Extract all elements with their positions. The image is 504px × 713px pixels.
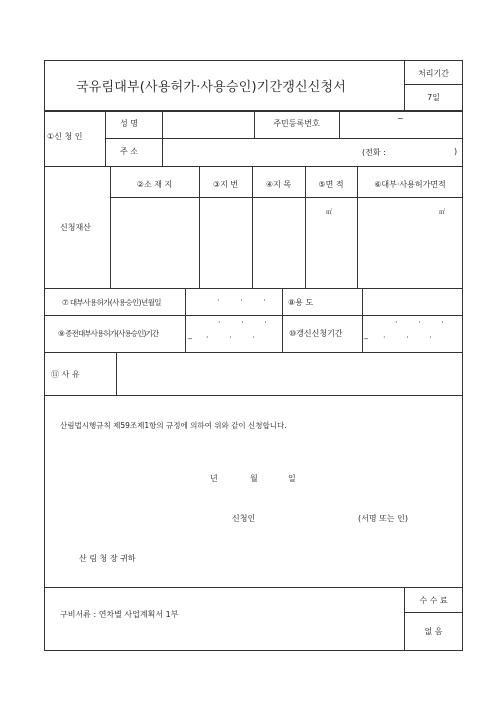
- use-field[interactable]: [363, 289, 462, 315]
- address-label: 주 소: [120, 147, 138, 156]
- lot-field[interactable]: [200, 198, 252, 287]
- applicant-label: ①신 청 인: [47, 132, 83, 141]
- phone-label: (전화 :: [362, 148, 386, 157]
- category-field[interactable]: [253, 198, 305, 287]
- fee-split-line: [404, 612, 463, 613]
- lease-label-line: [185, 288, 186, 352]
- prev-period-dash: _: [188, 330, 192, 339]
- lease-start-label: ⑦ 대부사용허가(사용승인)년월일: [62, 298, 161, 307]
- name-field[interactable]: [163, 111, 253, 138]
- fee-label: 수 수 료: [419, 596, 448, 605]
- processing-split: [404, 84, 463, 85]
- col-lease-area-header: ⑥대부·사용허가면적: [374, 180, 446, 189]
- addressee: 산 림 청 장 귀하: [79, 554, 136, 563]
- date-month: 월: [250, 474, 258, 483]
- renew-period-start[interactable]: · · ·: [395, 318, 453, 327]
- footer-top-line: [44, 587, 463, 588]
- area-unit: ㎡: [326, 209, 333, 216]
- col-lot-header: ③지 번: [212, 180, 239, 189]
- id-separator: ~: [397, 114, 404, 123]
- applicant-sign-label: 신청인: [232, 514, 256, 523]
- renew-period-dash: _: [364, 330, 368, 339]
- applicant-bottom-line: [44, 166, 463, 167]
- col-area-header: ⑤면 적: [318, 180, 344, 189]
- processing-value: 7일: [427, 93, 440, 102]
- date-year: 년: [210, 474, 218, 483]
- reason-field[interactable]: [117, 353, 462, 395]
- phone-close: ): [454, 147, 458, 156]
- signature-label: (서명 또는 인): [358, 514, 408, 523]
- date-day: 일: [288, 474, 296, 483]
- reason-label: ⑪ 사 유: [51, 370, 80, 379]
- prev-period-label: ⑨ 종전대부사용허가(사용승인)기간: [58, 329, 159, 338]
- lease-mid-h-line: [44, 315, 463, 316]
- area-field[interactable]: [306, 198, 357, 287]
- lease-area-unit: ㎡: [439, 209, 446, 216]
- processing-label: 처리기간: [418, 69, 449, 78]
- address-field[interactable]: [163, 139, 353, 165]
- col-location-header: ②소 재 지: [136, 180, 173, 189]
- id-number-field[interactable]: [340, 111, 462, 138]
- prev-period-end[interactable]: · · ·: [206, 333, 264, 342]
- location-field[interactable]: [111, 198, 199, 287]
- statement-text: 산림법시행규칙 제59조제1항의 규정에 의하여 위와 같이 신청합니다.: [60, 421, 287, 430]
- renew-period-label: ⑩갱신신청기간: [289, 329, 343, 338]
- phone-field[interactable]: [398, 139, 452, 165]
- required-documents: 구비서류 : 연차별 사업계획서 1부: [60, 610, 179, 619]
- id-number-label: 주민등록번호: [273, 119, 320, 128]
- reason-bottom-line: [44, 395, 463, 396]
- name-label: 성 명: [120, 119, 138, 128]
- form-title: 국유림대부(사용허가·사용승인)기간갱신신청서: [76, 80, 347, 95]
- lease-area-field[interactable]: [358, 198, 462, 287]
- applicant-sign-field[interactable]: [268, 507, 350, 525]
- fee-value: 없 음: [424, 627, 443, 636]
- use-label: ⑧용 도: [288, 298, 314, 307]
- col-category-header: ④지 목: [265, 180, 292, 189]
- lease-mid-line: [282, 288, 283, 352]
- renew-period-end[interactable]: · · ·: [383, 333, 441, 342]
- lease-start-date[interactable]: · · ·: [217, 296, 275, 305]
- prev-period-start[interactable]: · · ·: [218, 318, 276, 327]
- property-label: 신청재산: [60, 223, 91, 232]
